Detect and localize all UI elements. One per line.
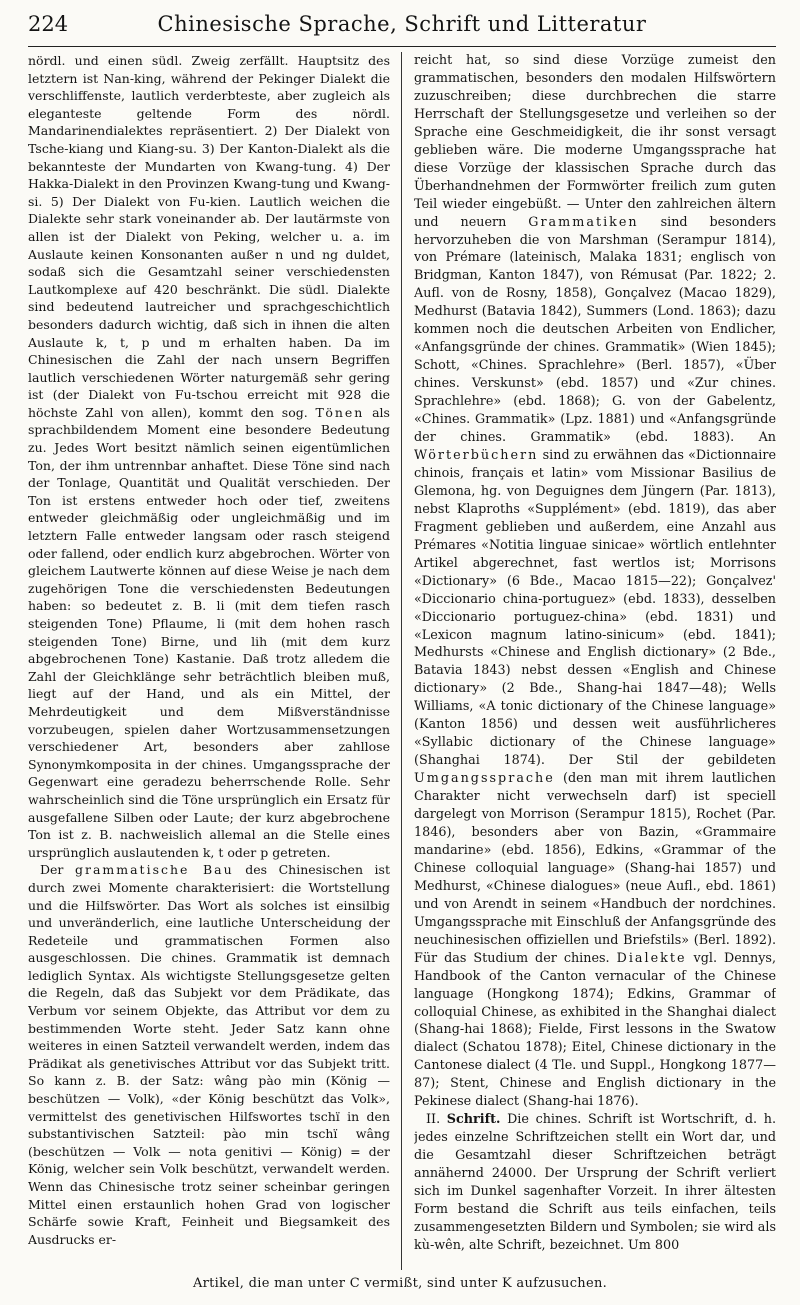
text-segment: sind besonders hervorzuheben die von Marshman (Serampur 1814), von Prémare (lateinisch, Malaka 1831; englisch von Bridgman, Kanton 1847), von Rémusat (Par. 1822; 2. Aufl. von de Rosny, 1858), Gonçalvez (Macao 1829), Medhurst (Batavia 1842), Summers (Lond. 1863); dazu kommen noch die deutschen Arbeiten von Endlicher, «Anfangsgründe der chines. Grammatik» (Wien 1845); Schott, «Chines. Sprachlehre» (Berl. 1857), «Über chines. Verskunst» (ebd. 1857) und «Zur chines. Sprachlehre» (ebd. 1868); G. von der Gabelentz, «Chines. Grammatik» (Lpz. 1881) und «Anfangsgründe der chines. Grammatik» (ebd. 1883). An — [414, 214, 776, 446]
spaced-term: Tönen — [315, 404, 365, 420]
paragraph-grammars-dictionaries — [414, 52, 776, 1111]
text-segment: (den man mit ihrem lautlichen Charakter nicht verwechseln darf) ist speciell dargelegt von Morrison (Serampur 1815), Rochet (Par. 1846), besonders aber von Bazin, «Grammaire mandarine» (ebd. 1856), Edkins, «Grammar of the Chinese colloquial language» (Shang-hai 1857) und Medhurst, «Chinese dialogues» (neue Aufl., ebd. 1861) und von Arendt in seinem «Handbuch der nordchines. Umgangssprache mit Einschluß der Anfangsgründe des neuchinesischen offiziellen und Briefstils» (Berl. 1892). Für das Studium der chines. — [414, 771, 776, 966]
text-segment: nördl. und einen südl. Zweig zerfällt. Hauptsitz des letztern ist Nan-king, während der Pekinger Dialekt die verschliffenste, lautlich verderbteste, aber zugleich als eleganteste geltende Form des nördl. Mandarinendialektes repräsentiert. 2) Der Dialekt von Tsche-kiang und Kiang-su. 3) Der Kanton-Dialekt als die bekannteste der Mundarten von Kwang-tung. 4) Der Hakka-Dialekt in den Provinzen Kwang-tung und Kwang-si. 5) Der Dialekt von Fu-kien. Lautlich weichen die Dialekte sehr stark voneinander ab. Der lautärmste von allen ist der Dialekt von Peking, welcher u. a. im Auslaute keinen Konsonanten außer n und ng duldet, sodaß sich die Gesamtzahl seiner verschiedensten Lautkomplexe auf 420 beschränkt. Die südl. Dialekte sind bedeutend lautreicher und sprachgeschichtlich besonders dadurch wichtig, daß sich in ihnen die alten Auslaute k, t, p und m erhalten haben. Da im Chinesischen die Zahl der nach unsern Begriffen lautlich verschiedenen Wörter naturgemäß sehr gering ist (der Dialekt von Fu-tschou erreicht mit 928 die höchste Zahl von allen), kommt den sog. — [28, 53, 390, 420]
spaced-term: Grammatiken — [528, 214, 639, 230]
text-segment: sind zu erwähnen das «Dictionnaire chinois, français et latin» vom Missionar Basilius de Glemona, hg. von Deguignes dem Jüngern (Par. 1813), nebst Klaproths «Supplément» (ebd. 1819), das aber Fragment geblieben und außerdem, eine Anzahl aus Prémares «Notitia linguae sinicae» wörtlich entlehnter Artikel abgerechnet, fast wertlos ist; Morrisons «Dictionary» (6 Bde., Macao 1815—22); Gonçalvez' «Diccionario china-portuguez» (ebd. 1833), desselben «Diccionario portuguez-china» (ebd. 1831) und «Lexicon magnum latino-sinicum» (ebd. 1841); Medhursts «Chinese and English dictionary» (2 Bde., Batavia 1843) nebst dessen «English and Chinese dictionary» (2 Bde., Shang-hai 1847—48); Wells Williams, «A tonic dictionary of the Chinese language» (Kanton 1856) und dessen weit ausführlicheres «Syllabic dictionary of the Chinese language» (Shanghai 1874). Der Stil der gebildeten — [414, 447, 776, 769]
text-segment: des Chinesischen ist durch zwei Momente charakterisiert: die Wortstellung und die Hilfswörter. Das Wort als solches ist einsilbig und unveränderlich, eine lautliche Unterscheidung der Redeteile und grammatischen Formen also ausgeschlossen. Die chines. Grammatik ist demnach lediglich Syntax. Als wichtigste Stellungsgesetze gelten die Regeln, daß das Subjekt vor dem Prädikate, das Verbum vor seinem Objekte, das Attribut vor dem zu bestimmenden Worte steht. Jeder Satz kann ohne weiteres in einen Satzteil verwandelt werden, indem das Prädikat als genetivisches Attribut vor das Subjekt tritt. So kann z. B. der Satz: wâng pào min (König — beschützen — Volk), «der König beschützt das Volk», vermittelst des genetivischen Hilfswortes tschï in den substantivischen Satzteil: pào min tschï wâng (beschützen — Volk — nota genitivi — König) = der König, welcher sein Volk beschützt, verwandelt werden. Wenn das Chinesische trotz seiner scheinbar geringen Mittel einen erstaunlich hohen Grad von logischer Schärfe sowie Kraft, Feinheit und Biegsamkeit des Ausdrucks er- — [28, 862, 390, 1247]
paragraph-dialects — [28, 52, 390, 861]
spaced-term: grammatische Bau — [74, 862, 234, 878]
page-header — [28, 8, 776, 47]
section-heading: Schrift. — [446, 1112, 501, 1128]
text-segment: als sprachbildendem Moment eine besondere Bedeutung zu. Jedes Wort besitzt nämlich seinen eigentümlichen Ton, der ihm untrennbar anhaftet. Diese Töne sind nach der Tonlage, Quantität und Qualität verschieden. Der Ton ist erstens entweder hoch oder tief, zweitens entweder gleichmäßig oder ungleichmäßig und im letztern Falle entweder langsam oder rasch steigend oder fallend, oder endlich kurz abgebrochen. Wörter von gleichem Lautwerte können auf diese Weise je nach dem zugehörigen Tone die verschiedensten Bedeutungen haben: so bedeutet z. B. li (mit dem tiefen rasch steigenden Tone) Pflaume, li (mit dem hohen rasch steigenden Tone) Birne, und lih (mit dem kurz abgebrochenen Tone) Kastanie. Daß trotz alledem die Zahl der Gleichklänge sehr beträchtlich bleiben muß, liegt auf der Hand, und als ein Mittel, der Mehrdeutigkeit und dem Mißverständnisse vorzubeugen, spielen daher Wortzusammensetzungen verschiedener Art, besonders aber zahllose Synonymkomposita in der chines. Umgangssprache der Gegenwart eine geradezu beherrschende Rolle. Sehr wahrscheinlich sind die Töne ursprünglich ein Ersatz für ausgefallene Silben oder Laute; der kurz abgebrochene Ton ist z. B. nachweislich allemal an die Stelle eines ursprünglich auslautenden k, t oder p getreten. — [28, 404, 390, 860]
spaced-term: Wörterbüchern — [414, 447, 539, 463]
text-segment: Die chines. Schrift ist Wortschrift, d. h. jedes einzelne Schriftzeichen stellt ein Wort dar, und die Gesamtzahl dieser Schriftzeichen beträgt annähernd 24000. Der Ursprung der Schrift verliert sich im Dunkel sagenhafter Vorzeit. In ihrer ältesten Form bestand die Schrift aus teils einfachen, teils zusammengesetzten Bildern und Symbolen; sie wird als kù-wên, alte Schrift, bezeichnet. Um 800 — [414, 1112, 776, 1253]
text-segment: reicht hat, so sind diese Vorzüge zumeist den grammatischen, besonders den modalen Hilfswörtern zuzuschreiben; diese durchbrechen die starre Herrschaft der Stellungsgesetze und verleihen so der Sprache eine Geschmeidigkeit, die ihr sonst versagt geblieben wäre. Die moderne Umgangssprache hat diese Vorzüge der klassischen Sprache durch das Überhandnehmen der Formwörter freilich zum guten Teil wieder eingebüßt. — Unter den zahlreichen ältern und neuern — [414, 53, 776, 230]
left-column — [28, 52, 390, 1270]
section-number: II. — [426, 1112, 441, 1128]
paragraph-grammar — [28, 861, 390, 1248]
text-segment: Der — [40, 862, 64, 878]
spaced-term: Umgangssprache — [414, 771, 555, 787]
right-column — [414, 52, 776, 1270]
page-number: 224 — [28, 12, 69, 36]
page-footer-note: Artikel, die man unter C vermißt, sind unter K aufzusuchen. — [192, 1276, 608, 1291]
spaced-term: Dialekte — [616, 950, 687, 966]
text-columns — [28, 52, 776, 1270]
text-segment: vgl. Dennys, Handbook of the Canton vernacular of the Chinese language (Hongkong 1874); Edkins, Grammar of colloquial Chinese, as exhibited in the Shanghai dialect (Shang-hai 1868); Fielde, First lessons in the Swatow dialect (Schatou 1878); Eitel, Chinese dictionary in the Cantonese dialect (4 Tle. und Suppl., Hongkong 1877—87); Stent, Chinese and English dictionary in the Pekinese dialect (Shang-hai 1876). — [414, 950, 776, 1110]
column-divider — [401, 52, 402, 1270]
paragraph-script — [414, 1111, 776, 1255]
running-title: Chinesische Sprache, Schrift und Litteratur — [157, 12, 647, 36]
